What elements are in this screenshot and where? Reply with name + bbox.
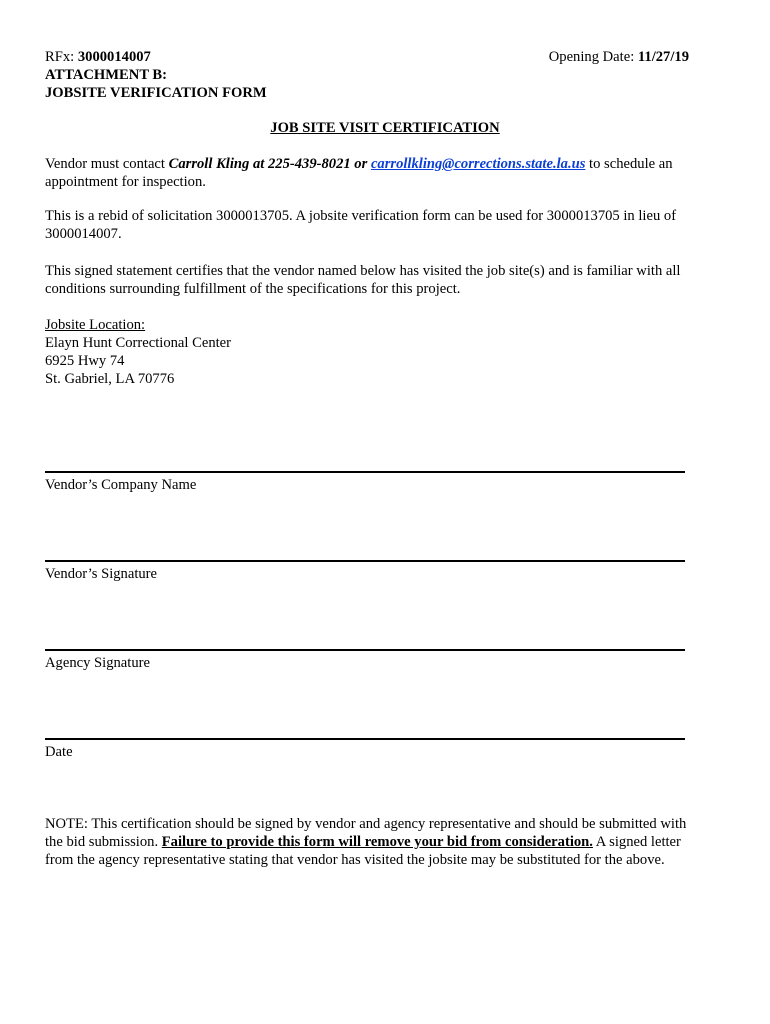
note-line-2 xyxy=(45,833,745,851)
company-name-line[interactable] xyxy=(45,471,685,473)
date-line[interactable] xyxy=(45,738,685,740)
rfx-line xyxy=(45,48,151,66)
rebid-line-1: This is a rebid of solicitation 3000013705. A jobsite verification form can be used for 3000013705 in lieu of xyxy=(45,208,677,224)
note-line-1: NOTE: This certification should be signed by vendor and agency representative and should be submitted with xyxy=(45,816,687,832)
date-label: Date xyxy=(45,744,73,760)
rfx-number: 3000014007 xyxy=(77,49,151,65)
contact-name-phone: Carroll Kling at 225-439-8021 or xyxy=(168,156,371,172)
vendor-signature-line[interactable] xyxy=(45,560,685,562)
note-line-2-prefix: the bid submission. xyxy=(45,834,162,850)
note-line-2-suffix: A signed letter xyxy=(592,834,681,850)
opening-date-label: Opening Date: xyxy=(548,49,638,65)
jobsite-location xyxy=(45,316,725,388)
statement-line-2: conditions surrounding fulfillment of the specifications for this project. xyxy=(45,281,461,297)
contact-line-1 xyxy=(45,155,725,173)
note-line-3: from the agency representative stating that vendor has visited the jobsite may be substituted for the above. xyxy=(45,852,665,868)
contact-paragraph xyxy=(45,155,725,191)
opening-date-line xyxy=(549,48,689,66)
company-name-label: Vendor’s Company Name xyxy=(45,477,197,493)
opening-date-value: 11/27/19 xyxy=(637,49,689,65)
contact-email-link[interactable]: carrollkling@corrections.state.la.us xyxy=(370,156,586,172)
statement-line-1: This signed statement certifies that the vendor named below has visited the job site(s) and is familiar with all xyxy=(45,263,681,279)
rebid-line-2: 3000014007. xyxy=(45,226,122,242)
jobsite-name: Elayn Hunt Correctional Center xyxy=(45,335,232,351)
jobsite-street: 6925 Hwy 74 xyxy=(45,353,125,369)
contact-suffix: to schedule an xyxy=(585,156,673,172)
agency-signature-line[interactable] xyxy=(45,649,685,651)
jobsite-label: Jobsite Location: xyxy=(45,317,146,333)
form-name: JOBSITE VERIFICATION FORM xyxy=(45,85,267,101)
statement-paragraph xyxy=(45,262,725,298)
rfx-label: RFx: xyxy=(45,49,78,65)
contact-prefix: Vendor must contact xyxy=(45,156,169,172)
attachment-label: ATTACHMENT B: xyxy=(45,67,168,83)
jobsite-city: St. Gabriel, LA 70776 xyxy=(45,371,175,387)
note-paragraph xyxy=(45,815,745,869)
vendor-signature-label: Vendor’s Signature xyxy=(45,566,158,582)
rebid-paragraph xyxy=(45,207,725,243)
note-warning: Failure to provide this form will remove your bid from consideration. xyxy=(161,834,593,850)
agency-signature-label: Agency Signature xyxy=(45,655,150,671)
contact-line-2: appointment for inspection. xyxy=(45,174,206,190)
page-title: JOB SITE VISIT CERTIFICATION xyxy=(270,120,500,136)
